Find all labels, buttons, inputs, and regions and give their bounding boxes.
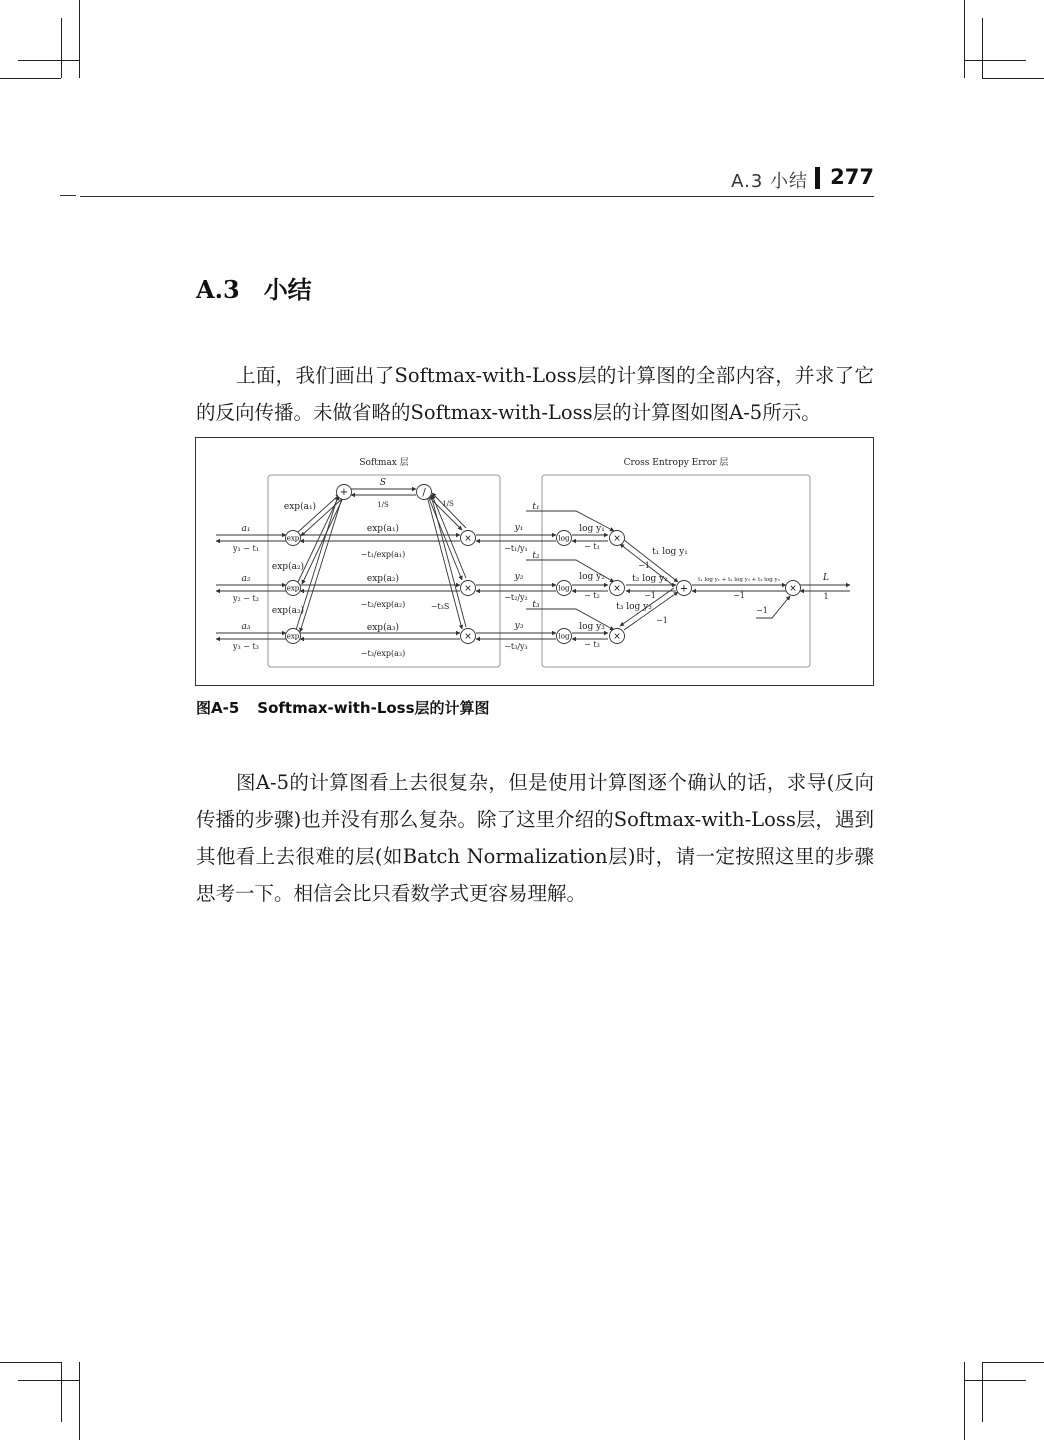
cee-box <box>542 475 810 667</box>
figure-label: × <box>464 534 472 544</box>
figure-label: t₃ <box>532 600 540 610</box>
crop-mark <box>61 18 62 78</box>
figure-label: exp(a₁) <box>366 524 400 534</box>
figure-label: −1 <box>644 591 656 600</box>
figure-label: / <box>422 487 426 499</box>
figure-label: exp <box>286 632 300 641</box>
figure-label: 1/S <box>377 501 389 509</box>
figure-label: y₂ − t₂ <box>233 594 259 603</box>
figure-label: log y₂ <box>579 572 605 582</box>
header-section-label: A.3 小结 <box>731 171 808 192</box>
figure-label: log <box>558 632 570 641</box>
figure-label: y₁ <box>514 523 524 533</box>
crop-mark <box>18 60 79 61</box>
figure-label: y₂ <box>514 572 524 582</box>
figure-label: −t₂/exp(a₂) <box>360 600 406 609</box>
crop-mark <box>982 1362 1044 1363</box>
figure-label: a₃ <box>241 622 251 632</box>
crop-mark <box>982 18 983 78</box>
figure-label: −1 <box>756 606 768 615</box>
figure-label: − t₂ <box>584 591 600 600</box>
figure-label: y₃ <box>514 621 524 631</box>
figure-label: 1/S <box>442 500 454 508</box>
crop-mark <box>964 60 1026 61</box>
figure-label: − t₃ <box>584 640 600 649</box>
figure-label: −1 <box>656 616 668 625</box>
cee-box-title: Cross Entropy Error 层 <box>623 458 729 468</box>
crop-mark <box>964 1380 1026 1381</box>
figure-label: a₂ <box>241 574 251 584</box>
caption-text: Softmax-with-Loss层的计算图 <box>257 699 490 717</box>
figure-a5 <box>195 437 874 686</box>
figure-label: −t₂/y₂ <box>504 593 528 602</box>
crop-mark <box>18 1380 79 1381</box>
figure-label: y₁ − t₁ <box>233 544 259 553</box>
figure-label: exp(a₂) <box>271 562 305 572</box>
header-bar <box>815 167 820 189</box>
figure-label: × <box>613 632 621 642</box>
figure-label: t₁ log y₁ + t₂ log y₂ + t₃ log y₃ <box>698 577 780 583</box>
computation-graph <box>196 438 873 685</box>
section-heading <box>196 270 312 305</box>
figure-label: −1 <box>733 591 745 600</box>
figure-label: × <box>613 584 621 594</box>
crop-mark <box>964 0 965 78</box>
figure-label: exp <box>286 584 300 593</box>
softmax-box-title: Softmax 层 <box>359 458 409 468</box>
caption-number: 图A-5 <box>196 699 240 717</box>
figure-label: S <box>379 478 387 488</box>
figure-label: −1 <box>638 561 650 570</box>
figure-label: × <box>464 584 472 594</box>
figure-label: − t₁ <box>584 542 600 551</box>
crop-mark <box>79 1362 80 1440</box>
crop-mark <box>0 78 61 79</box>
crop-mark <box>982 78 1044 79</box>
figure-label: log <box>558 534 570 543</box>
figure-label: + <box>339 487 349 498</box>
crop-mark <box>982 1362 983 1422</box>
crop-mark <box>0 1362 61 1363</box>
figure-label: a₁ <box>241 524 251 534</box>
crop-mark <box>964 1362 965 1440</box>
page-number: 277 <box>830 165 874 189</box>
crop-mark <box>79 0 80 78</box>
figure-label: t₂ log y₂ <box>632 574 668 584</box>
figure-label: t₃ log y₃ <box>616 602 652 612</box>
figure-label: −t₁/exp(a₁) <box>360 550 406 559</box>
figure-label: + <box>679 583 689 595</box>
header-rule-stub <box>60 195 76 196</box>
figure-label: t₁ <box>532 502 540 512</box>
figure-label: t₁ log y₁ <box>652 547 688 557</box>
body-paragraph: 上面，我们画出了Softmax-with-Loss层的计算图的全部内容，并求了它的反向传播。未做省略的Softmax-with-Loss层的计算图如图A-5所示。 <box>196 363 874 424</box>
figure-label: −t₁/y₁ <box>504 544 528 553</box>
figure-label: −t₃/exp(a₃) <box>360 649 406 658</box>
crop-mark <box>61 1362 62 1422</box>
figure-caption <box>196 697 490 718</box>
figure-label: L <box>823 573 829 583</box>
figure-label: −t₃/y₃ <box>504 642 528 651</box>
running-header <box>80 165 874 197</box>
figure-label: × <box>789 584 797 594</box>
figure-label: log y₃ <box>579 622 605 632</box>
figure-label: exp(a₃) <box>366 623 400 633</box>
figure-label: × <box>613 534 621 544</box>
figure-label: exp(a₁) <box>283 502 317 512</box>
figure-label: log <box>558 584 570 593</box>
figure-label: × <box>464 632 472 642</box>
body-paragraph: 图A-5的计算图看上去很复杂，但是使用计算图逐个确认的话，求导(反向传播的步骤)也并没有那么复杂。除了这里介绍的Softmax-with-Loss层，遇到其他看上去很难的层(如Batch Normalization层)时，请一定按照这里的步骤思考一下。相信会比只看数学式更容易理解。 <box>196 770 874 905</box>
figure-label: y₃ − t₃ <box>233 642 259 651</box>
figure-label: log y₁ <box>579 524 605 534</box>
figure-label: 1 <box>823 592 829 601</box>
section-number: A.3 <box>196 275 240 304</box>
figure-label: exp <box>286 534 300 543</box>
figure-label: t₂ <box>532 551 540 561</box>
figure-label: exp(a₃) <box>271 606 305 616</box>
figure-label: exp(a₂) <box>366 574 400 584</box>
section-title: 小结 <box>263 275 312 304</box>
figure-label: −t₃S <box>430 602 450 611</box>
